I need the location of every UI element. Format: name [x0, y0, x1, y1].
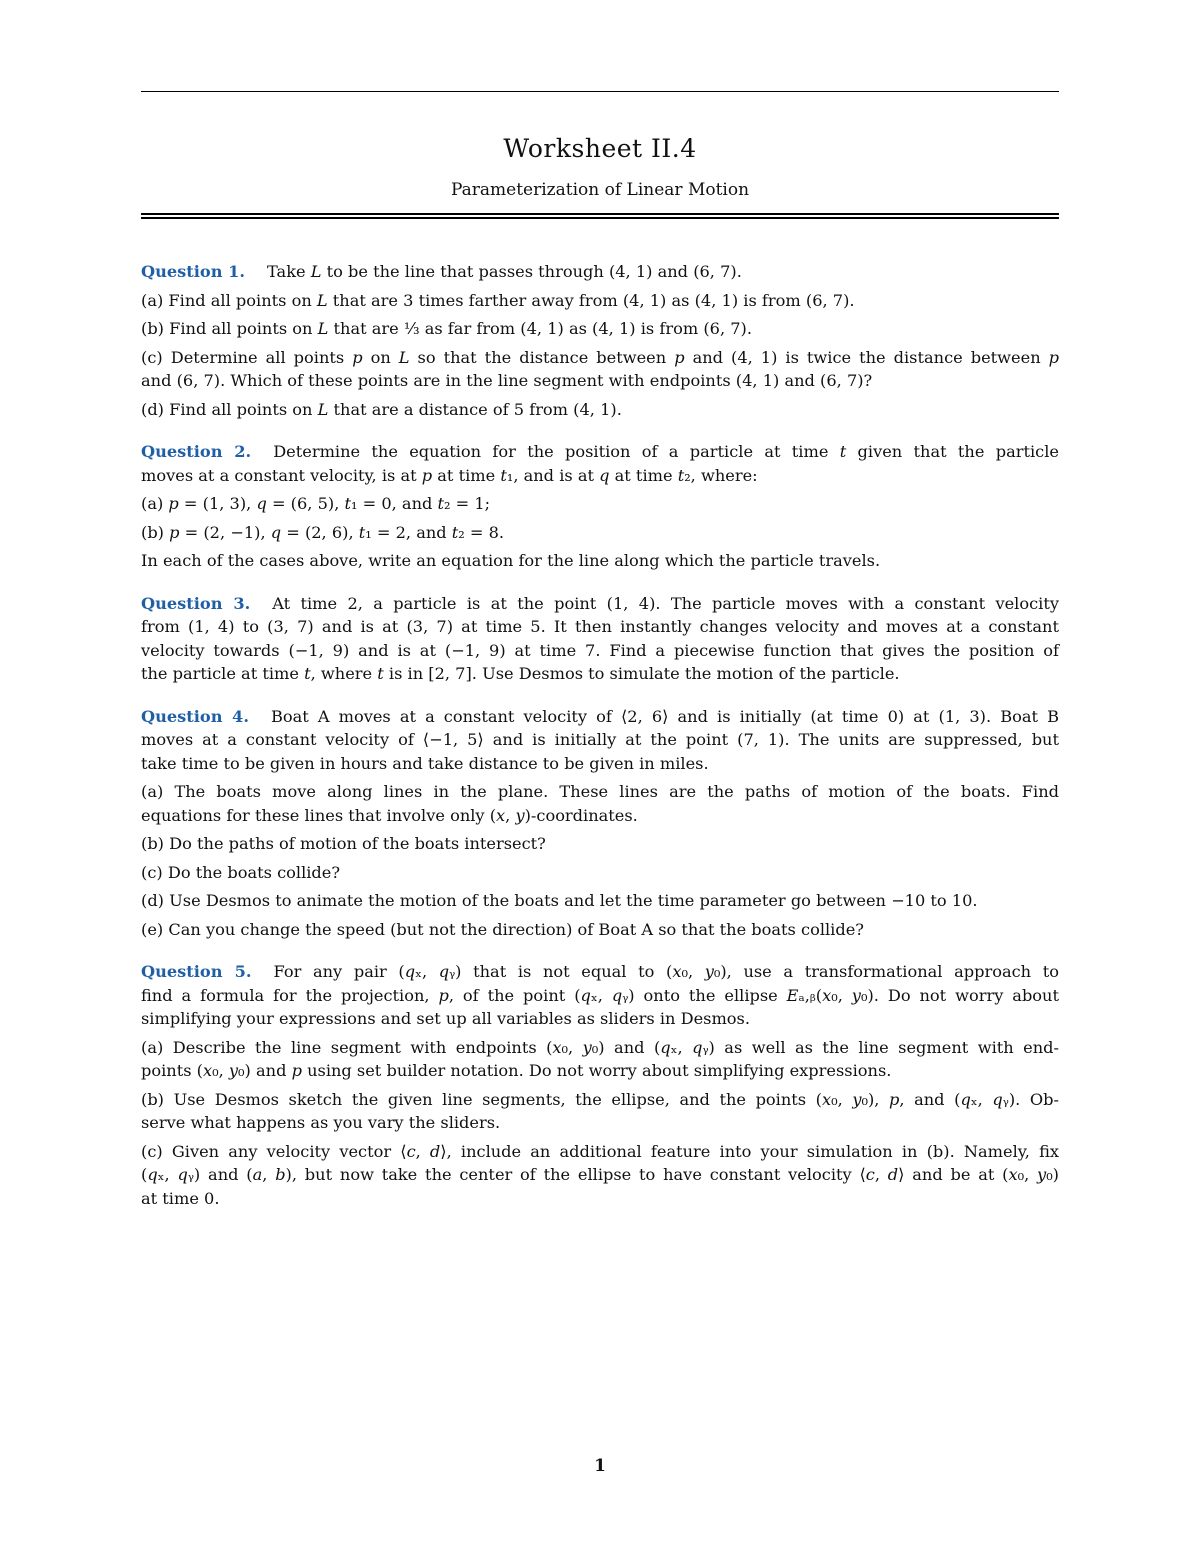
- text-line: [141, 1140, 1059, 1164]
- question-part: [141, 317, 1059, 341]
- text-line: [141, 1036, 1059, 1060]
- question-statement: [141, 705, 1059, 776]
- text-line: [141, 346, 1059, 370]
- text-line: [141, 1007, 1059, 1031]
- question-part: [141, 492, 1059, 516]
- question-part: [141, 521, 1059, 545]
- line-text: and (6, 7). Which of these points are in the line segment with endpoints (4, 1) and (6, 7)?: [141, 371, 873, 390]
- question-1: [141, 260, 1059, 421]
- line-text: (c) Given any velocity vector ⟨𝑐, 𝑑⟩, include an additional feature into your simulation in (b). Namely, fix: [141, 1141, 1059, 1161]
- question-part: [141, 289, 1059, 313]
- line-text: (a) Find all points on 𝐿 that are 3 times farther away from (4, 1) as (4, 1) is from (6, 7).: [141, 290, 855, 310]
- text-line: [141, 398, 1059, 422]
- question-label: Question 4.: [141, 706, 249, 726]
- line-text: velocity towards (−1, 9) and is at (−1, 9) at time 7. Find a piecewise function that gives the position of: [141, 640, 1059, 660]
- text-line: [141, 1088, 1059, 1112]
- question-part: [141, 346, 1059, 393]
- line-text: (e) Can you change the speed (but not the direction) of Boat A so that the boats collide?: [141, 919, 864, 939]
- text-line: [141, 984, 1059, 1008]
- line-text: Boat A moves at a constant velocity of ⟨2, 6⟩ and is initially (at time 0) at (1, 3). Boat B: [270, 706, 1059, 726]
- line-text: Determine the equation for the position of a particle at time 𝑡 given that the particle: [273, 442, 1060, 461]
- line-text: (c) Determine all points 𝑝 on 𝐿 so that the distance between 𝑝 and (4, 1) is twice the distance between 𝑝: [141, 347, 1059, 367]
- line-text: At time 2, a particle is at the point (1, 4). The particle moves with a constant velocity: [272, 593, 1059, 613]
- text-line: [141, 861, 1059, 885]
- question-3: [141, 592, 1059, 686]
- line-text: (d) Use Desmos to animate the motion of the boats and let the time parameter go between −10 to 10.: [141, 891, 978, 910]
- question-part: [141, 918, 1059, 942]
- text-line: [141, 1059, 1059, 1083]
- question-part: [141, 861, 1059, 885]
- text-line: [141, 728, 1059, 752]
- text-line: [141, 832, 1059, 856]
- line-text: take time to be given in hours and take distance to be given in miles.: [141, 753, 709, 773]
- text-line: [141, 615, 1059, 639]
- text-line: [141, 464, 1059, 488]
- line-text: For any pair (𝑞ₓ, 𝑞ᵧ) that is not equal to (𝑥₀, 𝑦₀), use a transformational approach to: [273, 962, 1059, 981]
- line-text: Take 𝐿 to be the line that passes through (4, 1) and (6, 7).: [267, 262, 742, 281]
- header-rule-upper: [141, 213, 1059, 215]
- page-title: Worksheet II.4: [503, 134, 697, 163]
- line-text: (b) Find all points on 𝐿 that are ⅓ as far from (4, 1) as (4, 1) is from (6, 7).: [141, 319, 752, 338]
- header-rule-lower: [141, 217, 1059, 219]
- line-text: (b) Use Desmos sketch the given line segments, the ellipse, and the points (𝑥₀, 𝑦₀), 𝑝, and (𝑞ₓ, 𝑞ᵧ). Ob-: [141, 1089, 1059, 1109]
- line-text: (a) Describe the line segment with endpoints (𝑥₀, 𝑦₀) and (𝑞ₓ, 𝑞ᵧ) as well as the line segment with end-: [141, 1037, 1059, 1057]
- text-line: [141, 918, 1059, 942]
- text-line: [141, 521, 1059, 545]
- text-line: [141, 440, 1059, 464]
- text-line: [141, 639, 1059, 663]
- question-part: [141, 780, 1059, 827]
- text-line: [141, 260, 1059, 284]
- question-2: [141, 440, 1059, 573]
- question-label: Question 5.: [141, 962, 252, 981]
- text-line: [141, 1187, 1059, 1211]
- line-text: simplifying your expressions and set up all variables as sliders in Desmos.: [141, 1009, 750, 1028]
- question-part: [141, 549, 1059, 573]
- questions-list: [141, 260, 1059, 1229]
- text-line: [141, 960, 1059, 984]
- line-text: points (𝑥₀, 𝑦₀) and 𝑝 using set builder notation. Do not worry about simplifying expressions.: [141, 1061, 892, 1080]
- top-rule: [141, 91, 1059, 92]
- question-part: [141, 1036, 1059, 1083]
- question-label: Question 2.: [141, 442, 252, 461]
- line-text: moves at a constant velocity of ⟨−1, 5⟩ and is initially at the point (7, 1). The units are suppressed, but: [141, 730, 1059, 749]
- question-part: [141, 1088, 1059, 1135]
- question-5: [141, 960, 1059, 1210]
- text-line: [141, 705, 1059, 729]
- line-text: (𝑞ₓ, 𝑞ᵧ) and (𝑎, 𝑏), but now take the center of the ellipse to have constant velocity ⟨𝑐, 𝑑⟩ and be at (𝑥₀, 𝑦₀): [141, 1165, 1059, 1184]
- line-text: from (1, 4) to (3, 7) and is at (3, 7) at time 5. It then instantly changes velocity and moves at a constant: [141, 617, 1059, 636]
- text-line: [141, 549, 1059, 573]
- line-text: (d) Find all points on 𝐿 that are a distance of 5 from (4, 1).: [141, 399, 622, 419]
- line-text: In each of the cases above, write an equation for the line along which the particle travels.: [141, 551, 881, 570]
- line-text: (b) Do the paths of motion of the boats intersect?: [141, 834, 546, 853]
- question-statement: [141, 440, 1059, 487]
- question-statement: [141, 960, 1059, 1031]
- text-line: [141, 289, 1059, 313]
- line-text: (a) The boats move along lines in the plane. These lines are the paths of motion of the boats. Find: [141, 782, 1059, 801]
- line-text: at time 0.: [141, 1188, 220, 1208]
- question-statement: [141, 592, 1059, 686]
- text-line: [141, 492, 1059, 516]
- question-part: [141, 889, 1059, 913]
- line-text: (b) 𝑝 = (2, −1), 𝑞 = (2, 6), 𝑡₁ = 2, and 𝑡₂ = 8.: [141, 522, 505, 542]
- line-text: the particle at time 𝑡, where 𝑡 is in [2, 7]. Use Desmos to simulate the motion of the particle.: [141, 664, 900, 683]
- text-line: [141, 804, 1059, 828]
- question-label: Question 1.: [141, 262, 246, 281]
- question-part: [141, 1140, 1059, 1211]
- text-line: [141, 1111, 1059, 1135]
- question-4: [141, 705, 1059, 942]
- line-text: find a formula for the projection, 𝑝, of the point (𝑞ₓ, 𝑞ᵧ) onto the ellipse 𝐸ₐ,ᵦ(𝑥₀, 𝑦₀). Do not worry about: [141, 985, 1059, 1005]
- line-text: equations for these lines that involve only (𝑥, 𝑦)-coordinates.: [141, 805, 638, 825]
- page-subtitle: Parameterization of Linear Motion: [450, 180, 750, 200]
- text-line: [141, 780, 1059, 804]
- text-line: [141, 752, 1059, 776]
- page-number: 1: [594, 1456, 606, 1476]
- text-line: [141, 1163, 1059, 1187]
- line-text: (a) 𝑝 = (1, 3), 𝑞 = (6, 5), 𝑡₁ = 0, and 𝑡₂ = 1;: [141, 494, 491, 513]
- text-line: [141, 889, 1059, 913]
- question-label: Question 3.: [141, 593, 251, 613]
- text-line: [141, 317, 1059, 341]
- text-line: [141, 662, 1059, 686]
- text-line: [141, 369, 1059, 393]
- question-part: [141, 832, 1059, 856]
- text-line: [141, 592, 1059, 616]
- line-text: serve what happens as you vary the sliders.: [141, 1113, 501, 1132]
- line-text: (c) Do the boats collide?: [141, 862, 341, 882]
- question-statement: [141, 260, 1059, 284]
- question-part: [141, 398, 1059, 422]
- line-text: moves at a constant velocity, is at 𝑝 at time 𝑡₁, and is at 𝑞 at time 𝑡₂, where:: [141, 465, 758, 485]
